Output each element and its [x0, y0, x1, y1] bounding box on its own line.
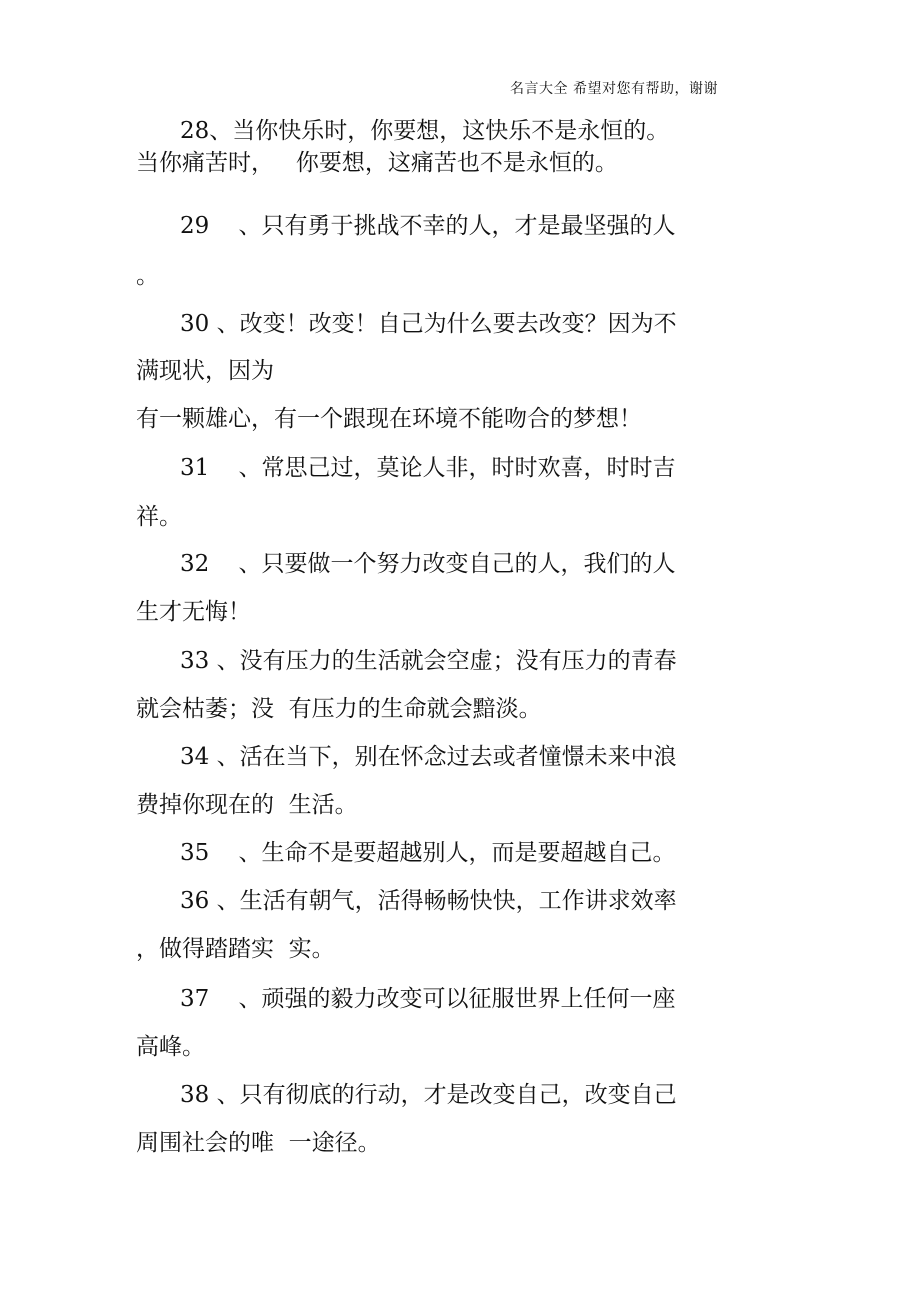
quote-line: 38 、只有彻底的行动，才是改变自己，改变自己: [180, 1082, 677, 1108]
quote-line: 28、当你快乐时，你要想，这快乐不是永恒的。: [180, 118, 670, 144]
quote-line: 34 、活在当下，别在怀念过去或者憧憬未来中浪: [180, 744, 677, 770]
quote-line: 33 、没有压力的生活就会空虚；没有压力的青春: [180, 648, 677, 674]
quote-line: 生才无悔！: [136, 599, 251, 625]
quote-line: 当你痛苦时， 你要想，这痛苦也不是永恒的。: [136, 150, 618, 176]
quote-line: ，做得踏踏实 实。: [136, 936, 335, 962]
quote-line: 。: [136, 263, 159, 289]
quote-line: 30 、改变！改变！自己为什么要去改变？因为不: [180, 311, 677, 337]
quote-line: 祥。: [136, 504, 182, 530]
quote-line: 就会枯萎；没 有压力的生命就会黯淡。: [136, 696, 542, 722]
quote-line: 32 、只要做一个努力改变自己的人，我们的人: [180, 551, 676, 577]
quote-line: 高峰。: [136, 1034, 205, 1060]
page-header: 名言大全 希望对您有帮助，谢谢: [510, 81, 718, 97]
quote-line: 29 、只有勇于挑战不幸的人，才是最坚强的人: [180, 213, 676, 239]
quote-line: 36 、生活有朝气，活得畅畅快快，工作讲求效率: [180, 888, 677, 914]
quote-line: 37 、顽强的毅力改变可以征服世界上任何一座: [180, 986, 676, 1012]
quote-line: 有一颗雄心，有一个跟现在环境不能吻合的梦想！: [136, 406, 642, 432]
quote-line: 满现状，因为: [136, 358, 274, 384]
quote-line: 31 、常思己过，莫论人非，时时欢喜，时时吉: [180, 455, 676, 481]
quote-line: 周围社会的唯 一途径。: [136, 1130, 381, 1156]
quote-line: 费掉你现在的 生活。: [136, 792, 358, 818]
quote-line: 35 、生命不是要超越别人，而是要超越自己。: [180, 840, 676, 866]
